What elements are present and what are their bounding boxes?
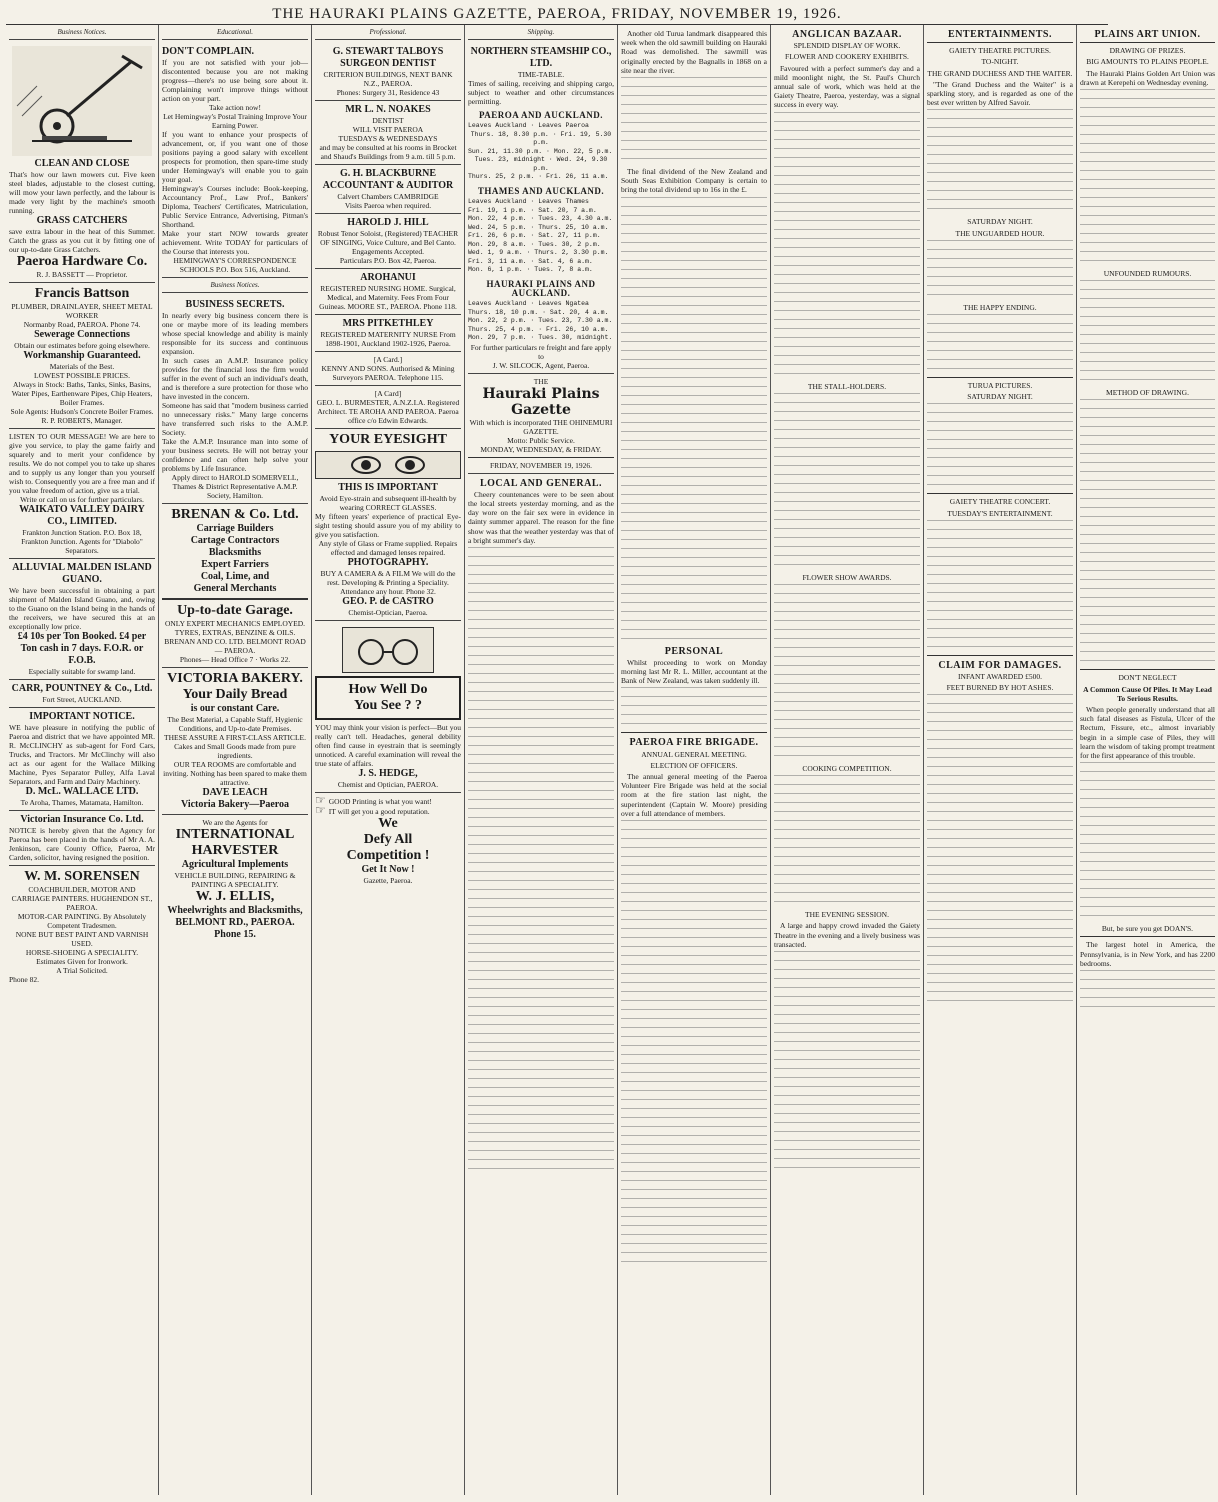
hedge-name: J. S. HEDGE,: [358, 768, 418, 780]
criterion: CRITERION BUILDINGS, NEXT BANK N.Z., PAEROA.: [323, 70, 453, 89]
kenny-text: KENNY AND SONS. Authorised & Mining Surveyors PAEROA. Telephone 115.: [321, 364, 455, 383]
materials: Materials of the Best.: [49, 362, 115, 372]
claim-damages: CLAIM FOR DAMAGES.: [938, 659, 1062, 671]
phone-82: Phone 82.: [9, 975, 39, 985]
annual-meeting: ANNUAL GENERAL MEETING.: [641, 749, 747, 759]
carr-address: Fort Street, AUCKLAND.: [42, 695, 122, 705]
sorensen-ad: [9, 866, 155, 987]
it-will: ☞ IT will get you a good reputation.: [315, 803, 430, 818]
spectacles-icon: [343, 628, 433, 672]
local-text: Cheery countenances were to be seen about the local streets yesterday morning, and as the day wore on the fair sex were in evidence in dainty summer apparel. The reason for the fine show was that the weather yesterday was that of a bright summer's day.: [468, 489, 614, 545]
infant-awarded: INFANT AWARDED £500.: [958, 672, 1042, 682]
column-business-notices: [6, 25, 159, 1495]
article-body-lines: [621, 687, 767, 724]
visits-paeroa: Visits Paeroa when required.: [344, 201, 432, 211]
fire-brigade-heading: PAEROA FIRE BRIGADE.: [629, 737, 759, 749]
flower-show-awards: FLOWER SHOW AWARDS.: [802, 572, 892, 582]
hand-pointer-icon: ☞: [315, 803, 326, 818]
wallace-address: Te Aroha, Thames, Matamata, Hamilton.: [20, 798, 144, 808]
art-text: The Hauraki Plains Golden Art Union was drawn at Kerepehi on Wednesday evening.: [1080, 68, 1215, 87]
these-text: THESE ASSURE A FIRST-CLASS ARTICLE.: [163, 733, 306, 743]
article-body-lines: [468, 547, 614, 1169]
columns: [6, 25, 1215, 1495]
important-text: Avoid Eye-strain and subsequent ill-health by wearing CORRECT GLASSES.: [319, 494, 457, 513]
gazette-sign: Gazette, Paeroa.: [363, 876, 413, 886]
article-body-lines: [1080, 399, 1215, 661]
sewerage-text: Obtain our estimates before going elsewhere.: [14, 341, 150, 351]
pitkethley-ad: [315, 315, 461, 352]
material-text: The Best Material, a Capable Staff, Hygienic Conditions, and Up-to-date Premises.: [167, 715, 303, 734]
grand-duchess: THE GRAND DUCHESS AND THE WAITER.: [927, 68, 1073, 78]
bazaar-text: Favoured with a perfect summer's day and a mild moonlight night, the St. Paul's Church annual sale of work, which was held at the Gaiety Theatre, Paeroa, yesterday, was a signal success in every way.: [774, 63, 920, 110]
mower-text: That's how our lawn mowers cut. Five keen steel blades, adjustable to the closest cutting, will mow your lawn perfectly, and the labour is made very light by the machine's smooth running.: [9, 170, 155, 216]
saturday-night-2: SATURDAY NIGHT.: [967, 392, 1033, 402]
exhibition-text: The final dividend of the New Zealand and South Seas Exhibition Company is certain to bring the total dividend up to 16s in the £.: [621, 167, 767, 195]
article-body-lines: [774, 393, 920, 565]
saturday-night: SATURDAY NIGHT.: [967, 217, 1033, 227]
ellis-address: BELMONT RD., PAEROA.: [175, 917, 295, 929]
column-professional: [312, 25, 465, 1495]
tearooms-text: OUR TEA ROOMS are comfortable and inviting. Nothing has been spared to make them attractive.: [163, 760, 307, 788]
victoria-bakery-ad: [162, 668, 308, 815]
article-body-lines: [774, 775, 920, 902]
article-body-lines: [1080, 280, 1215, 380]
someone-text: Someone has said that "modern business carried no unnecessary risks." Many large concerns have transferred such risks to the A.M.P. Society.: [162, 401, 308, 438]
hardware-proprietor: R. J. BASSETT — Proprietor.: [36, 270, 128, 280]
apply-text: Apply direct to HAROLD SOMERVELL, Thames & District Representative A.M.P. Society, Hamilton.: [171, 473, 299, 501]
farriers: Expert Farriers: [201, 559, 269, 571]
gazette-masthead: [468, 374, 614, 474]
brenan-phones: Phones— Head Office 7 · Works 22.: [179, 655, 291, 665]
burmester-ad: [315, 386, 461, 429]
hill-particulars: Particulars P.O. Box 42, Paeroa.: [339, 256, 437, 266]
hp-times: Leaves Auckland · Leaves Ngatea Thurs. 18, 10 p.m. · Sat. 20, 4 a.m. Mon. 22, 2 p.m. · Tues. 23, 7.30 a.m. Thurs. 25, 4 p.m. · Fri. 26, 10 a.m. Mon. 29, 7 p.m. · Tues. 30, midnight.: [468, 300, 613, 342]
eyesight-heading: YOUR EYESIGHT: [329, 432, 447, 448]
grass-catchers: GRASS CATCHERS: [36, 215, 128, 227]
article-body-lines: [927, 403, 1073, 485]
battson-name: Francis Battson: [34, 286, 130, 302]
harvester: INTERNATIONAL HARVESTER: [175, 827, 295, 859]
grand-text: "The Grand Duchess and the Waiter" is a sparkling story, and is regarded as one of the best ever written by Alfred Savoir.: [927, 79, 1073, 108]
splendid-display: SPLENDID DISPLAY OF WORK.: [793, 41, 901, 51]
unfounded-rumours: UNFOUNDED RUMOURS.: [1103, 269, 1192, 279]
steamship-ad: [468, 43, 614, 373]
guano-text: We have been successful in obtaining a part shipment of Malden Island Guano, and, owing to the Guano on the Island being in the hands of the receivers, we have secured this at an exceptionally low price.: [9, 586, 155, 632]
battson-address: Normanby Road, PAEROA. Phone 74.: [23, 320, 141, 330]
blackburne-ad: [315, 165, 461, 214]
daily-bread: Your Daily Bread: [182, 687, 288, 703]
let-hemingway: Let Hemingway's Postal Training Improve Your Earning Power.: [163, 112, 307, 131]
vehicle-building: VEHICLE BUILDING, REPAIRING & PAINTING A SPECIALITY.: [174, 871, 296, 890]
dont-text: If you are not satisfied with your job—discontented because you are not making progress—there's no use being sore about it. Complaining won't improve things without action on your part.: [162, 58, 308, 104]
timetable: TIME-TABLE.: [517, 70, 565, 80]
gazette-title: Hauraki Plains Gazette: [482, 385, 600, 418]
brenan-name: BRENAN & Co. Ltd.: [171, 507, 299, 523]
general-merchants: General Merchants: [193, 583, 277, 595]
column-shipping: [465, 25, 618, 1495]
column-news-2: [771, 25, 924, 1495]
bread-care: is our constant Care.: [190, 703, 280, 715]
article-body-lines: [927, 694, 1073, 1001]
article-body-lines: [927, 109, 1073, 209]
evening-text: A large and happy crowd invaded the Gaiety Theatre in the evening and a lively business was transacted.: [774, 921, 920, 949]
pitkethley-name: MRS PITKETHLEY: [342, 318, 434, 330]
eye-icon: [351, 456, 381, 474]
stock-list: Always in Stock: Baths, Tanks, Sinks, Basins, Water Pipes, Earthenware Pipes, Chip Heaters, Boiler Frames.: [11, 380, 153, 408]
sewerage-heading: Sewerage Connections: [34, 329, 130, 341]
masthead: THE HAURAKI PLAINS GAZETTE, PAEROA, FRIDAY, NOVEMBER 19, 1926.: [6, 4, 1108, 25]
battson-ad: [9, 283, 155, 429]
motto: Motto: Public Service.: [507, 435, 575, 445]
my-eye-illustration: [342, 627, 434, 673]
listen-text: LISTEN TO OUR MESSAGE! We are here to give you service, to play the game fairly and squarely and to merit your confidence by results. We do not compel you to take up shares and to supply us any longer than you yourself wish to. Consequently you are a free man and if you value freedom of action, give us a trial.: [9, 432, 155, 496]
article-body-lines: [621, 197, 767, 639]
doans: But, be sure you get DOAN'S.: [1101, 924, 1194, 934]
pa-times: Leaves Auckland · Leaves Paeroa Thurs. 18, 8.30 p.m. · Fri. 19, 5.30 p.m. Sun. 21, 11.30 p.m. · Mon. 22, 5 p.m. Tues. 23, midnight · Wed. 24, 9.30 p.m. Thurs. 25, 2 p.m. · Fri. 26, 11 a.m.: [468, 122, 613, 181]
column-entertainments: [924, 25, 1077, 1495]
lowest-prices: LOWEST POSSIBLE PRICES.: [34, 371, 130, 381]
arohanui-name: AROHANUI: [360, 272, 416, 284]
timetable-note: Times of sailing, receiving and shipping cargo, subject to weather and other circumstances permitting.: [468, 79, 614, 107]
noakes-ad: [315, 101, 461, 165]
paeroa-auckland: PAEROA AND AUCKLAND.: [478, 110, 604, 121]
unguarded-hour: THE UNGUARDED HOUR.: [955, 228, 1045, 238]
experience-text: My fifteen years' experience of practical Eye-sight testing should assure you of my ability to give you satisfaction.: [315, 512, 461, 540]
article-body-lines: [927, 314, 1073, 369]
carr-ad: [9, 680, 155, 708]
castro-ad: [315, 429, 461, 621]
implements: Agricultural Implements: [181, 859, 289, 871]
carr-name: CARR, POUNTNEY & Co., Ltd.: [11, 683, 153, 695]
guano-swamp: Especially suitable for swamp land.: [28, 667, 136, 677]
victorian-heading: Victorian Insurance Co. Ltd.: [20, 814, 144, 826]
guano-price: £4 10s per Ton Booked. £4 per Ton cash in 7 days. F.O.R. or F.O.B.: [17, 631, 147, 667]
estimates-ironwork: Estimates Given for Ironwork.: [36, 957, 128, 967]
personal-text: Whilst proceeding to work on Monday morning last Mr R. L. Miller, accountant at the Bank of New Zealand, was taken suddenly ill.: [621, 657, 767, 686]
gaiety-pictures: GAIETY THEATRE PICTURES.: [949, 46, 1051, 56]
date: FRIDAY, NOVEMBER 19, 1926.: [489, 460, 593, 470]
calvert: Calvert Chambers CAMBRIDGE: [337, 192, 439, 202]
noakes-days: TUESDAYS & WEDNESDAYS: [338, 134, 438, 144]
noakes-name: MR L. N. NOAKES: [345, 104, 431, 116]
mower-caption: CLEAN AND CLOSE: [34, 158, 130, 170]
important-notice-ad: [9, 708, 155, 811]
workmanship: Workmanship Guaranteed.: [23, 350, 141, 362]
take-amp-text: Take the A.M.P. Insurance man into some of your business secrets. He will not betray your confidence and can often help solve your problems by Life Insurance.: [162, 437, 308, 474]
stall-holders: THE STALL-HOLDERS.: [807, 381, 887, 391]
northern-name: NORTHERN STEAMSHIP CO., LTD.: [470, 46, 612, 70]
noakes-consulted: and may be consulted at his rooms in Brocket and Shaud's Buildings from 9 a.m. till 5 p.m.: [319, 143, 457, 162]
frankton-text: Frankton Junction Station. P.O. Box 18, Frankton Junction. Agents for "Diabolo" Separators.: [21, 528, 143, 556]
such-text: In such cases an A.M.P. Insurance policy provides for the financial loss the firm would suffer in the event of such an individual's death, and is therefore a sure protection for those who have invested in the concern.: [162, 356, 308, 402]
fire-text: The annual general meeting of the Paeroa Volunteer Fire Brigade was held at the social room at the fire station last night, the superintendent (Captain W. Moore) presiding over a full attendance of members.: [621, 772, 767, 818]
further: For further particulars re freight and fare apply to: [470, 342, 612, 361]
card-label-2: [A Card]: [374, 389, 402, 399]
article-body-lines: [774, 112, 920, 374]
art-union-heading: PLAINS ART UNION.: [1094, 29, 1201, 40]
style-text: Any style of Glass or Frame supplied. Repairs effected and damaged lenses repaired.: [318, 539, 458, 558]
want-text: If you want to enhance your prospects of advancement, or, if you want one of those positions paying a good salary with excellent prospects for promotion, then spare-time study under Hemingway's will enable you to gain your goal.: [162, 130, 308, 185]
eyes-illustration: [315, 451, 461, 479]
silcock: J. W. SILCOCK, Agent, Paeroa.: [492, 360, 590, 370]
horse-shoeing: HORSE-SHOEING A SPECIALITY.: [25, 948, 139, 958]
arohanui-text: REGISTERED NURSING HOME. Surgical, Medical, and Maternity. Fees From Four Guineas. MOORE ST., PAEROA. Phone 118.: [319, 284, 457, 312]
agents-for: We are the Agents for: [202, 818, 268, 828]
column-news-1: [618, 25, 771, 1495]
hand-pointer-icon: ☞: [315, 793, 326, 808]
card-label: [A Card.]: [373, 355, 403, 365]
incorporated: With which is incorporated THE OHINEMURI GAZETTE.: [469, 417, 613, 436]
gaiety-concert: GAIETY THEATRE CONCERT.: [949, 497, 1051, 507]
article-body-lines: [1080, 89, 1215, 261]
good-printing: ☞ GOOD Printing is what you want!: [315, 793, 432, 808]
mechanics: ONLY EXPERT MECHANICS EMPLOYED.: [164, 619, 306, 629]
article-body-lines: [1080, 762, 1215, 916]
arohanui-ad: [315, 269, 461, 315]
victoria-bakery-sign: Victoria Bakery—Paeroa: [180, 799, 290, 811]
defy: Defy All: [363, 832, 413, 848]
kodak-text: BUY A CAMERA & A FILM We will do the rest. Developing & Printing a Speciality. Attendance any hour. Phone 32.: [320, 569, 456, 597]
anglican-heading: ANGLICAN BAZAAR.: [792, 29, 902, 40]
hauraki-auckland: HAURAKI PLAINS AND AUCKLAND.: [486, 278, 596, 298]
largest-hotel: The largest hotel in America, the Pennsylvania, is in New York, and has 2200 bedrooms.: [1080, 940, 1215, 968]
election-officers: ELECTION OF OFFICERS.: [650, 760, 738, 770]
piles-heading: A Common Cause Of Piles. It May Lead To Serious Results.: [1083, 684, 1212, 703]
talboys-name: G. STEWART TALBOYS SURGEON DENTIST: [332, 46, 444, 70]
guano-heading: ALLUVIAL MALDEN ISLAND GUANO.: [12, 562, 152, 586]
tonight: TO-NIGHT.: [981, 57, 1019, 67]
turua-text: Another old Turua landmark disappeared this week when the old sawmill building on Hauraki Road was demolished. The sawmill was originally erected by the Bagnalls in 1868 on a site near the river.: [621, 29, 767, 75]
business-secrets: BUSINESS SECRETS.: [185, 299, 285, 311]
column-educational: [159, 25, 312, 1495]
business-text: In nearly every big business concern there is one or maybe more of its leading members whose special knowledge and ability is mainly responsible for its success and continuous expansion.: [162, 311, 308, 357]
drawing-prizes: DRAWING OF PRIZES.: [1109, 46, 1186, 56]
write-text: Write or call on us for further particulars.: [20, 495, 144, 505]
ellis-phone: Phone 15.: [214, 929, 256, 941]
dont-neglect: DON'T NEGLECT: [1118, 673, 1177, 683]
blacksmiths: Blacksmiths: [208, 547, 262, 559]
hill-ad: [315, 214, 461, 269]
tyres: TYRES, EXTRAS, BENZINE & OILS.: [174, 628, 296, 638]
local-general: LOCAL AND GENERAL.: [479, 477, 603, 489]
sorensen-name: W. M. SORENSEN: [24, 869, 140, 885]
hardware-name: Paeroa Hardware Co.: [16, 254, 148, 270]
feet-burned: FEET BURNED BY HOT ASHES.: [946, 683, 1054, 693]
ellis-ad: [162, 815, 308, 944]
column-subheading: Business Notices.: [162, 278, 308, 293]
take-action: Take action now!: [209, 103, 261, 113]
important-heading: IMPORTANT NOTICE.: [29, 711, 135, 723]
we: We: [378, 816, 398, 832]
tuesday-entertainment: TUESDAY'S ENTERTAINMENT.: [947, 508, 1053, 518]
cakes-text: Cakes and Small Goods made from pure ingredients.: [174, 742, 296, 761]
hardware-ad: [9, 43, 155, 283]
garage: Up-to-date Garage.: [177, 603, 293, 619]
kenny-ad: [315, 352, 461, 386]
blackburne-name: G. H. BLACKBURNE ACCOUNTANT & AUDITOR: [322, 168, 454, 192]
personal-heading: PERSONAL: [664, 645, 724, 657]
important-text: WE have pleasure in notifying the public of Paeroa and district that we have appointed MR. R. McCLINCHY as sub-agent for Ford Cars, Trucks, and Tractors. Mr McClinchy will also act as our agent for the Wallace Milking Machine, Pyes Separator Pulley, Alfa Laval Separators, and Farm and Dairy Machinery.: [9, 723, 155, 787]
turua-pictures: TURUA PICTURES.: [967, 381, 1033, 391]
eye-icon: [395, 456, 425, 474]
important-heading: THIS IS IMPORTANT: [338, 482, 438, 494]
article-body-lines: [1080, 970, 1215, 1007]
hill-tenor: Robust Tenor Soloist, (Registered) TEACHER OF SINGING, Voice Culture, and Bel Canto. Engagements Accepted.: [317, 229, 459, 257]
waikato-dairy-ad: [9, 429, 155, 559]
the: THE: [533, 376, 549, 386]
carriage: Carriage Builders: [196, 523, 274, 535]
piles-text: When people generally understand that all such fatal diseases as Fistula, Ulcer of the Rectum, Fissure, etc., almost invariably begin in a simple case of Piles, they will learn the wisdom of taking prompt treatment for the first appearance of this trouble.: [1080, 705, 1215, 761]
thames-auckland: THAMES AND AUCKLAND.: [477, 185, 605, 196]
competition: Competition !: [346, 848, 430, 864]
sorensen-trade: COACHBUILDER, MOTOR AND CARRIAGE PAINTERS. HUGHENDON ST., PAEROA.: [11, 885, 153, 913]
amp-ad: [162, 296, 308, 504]
coal: Coal, Lime, and: [200, 571, 270, 583]
grass-text: save extra labour in the heat of this Summer. Catch the grass as you cut it by fitting one of our up-to-date Grass Catchers.: [9, 227, 155, 255]
brenan-address: BRENAN AND CO. LTD. BELMONT ROAD — PAEROA.: [164, 637, 306, 656]
get-it-now: Get It Now !: [361, 864, 415, 876]
ellis-name: W. J. ELLIS,: [195, 889, 275, 905]
hedge-ad: [315, 621, 461, 793]
motorcar-painting: MOTOR-CAR PAINTING. By Absolutely Competent Tradesmen.: [17, 912, 147, 931]
article-body-lines: [774, 584, 920, 756]
hemingway-ad: [162, 43, 308, 278]
dave-leach: DAVE LEACH: [202, 787, 268, 799]
cooking-competition: COOKING COMPETITION.: [802, 764, 892, 774]
column-heading: Shipping.: [468, 25, 614, 40]
gazette-printing-ad: [315, 793, 461, 888]
happy-ending: THE HAPPY ENDING.: [963, 302, 1037, 312]
wallace-name: D. McL. WALLACE LTD.: [25, 786, 139, 798]
article-body-lines: [774, 951, 920, 1168]
wheelwrights: Wheelwrights and Blacksmiths,: [167, 905, 303, 917]
victoria-heading: VICTORIA BAKERY.: [167, 671, 303, 687]
evening-session: THE EVENING SESSION.: [805, 910, 889, 920]
hedge-title: Chemist and Optician, PAEROA.: [337, 780, 439, 790]
talboys-ad: [315, 43, 461, 101]
brenan-ad: [162, 504, 308, 668]
flower-exhibits: FLOWER AND COOKERY EXHIBITS.: [785, 52, 909, 62]
article-body-lines: [927, 520, 1073, 647]
none-but-best: NONE BUT BEST PAINT AND VARNISH USED.: [15, 930, 149, 949]
days: MONDAY, WEDNESDAY, & FRIDAY.: [480, 444, 602, 454]
column-heading: Educational.: [162, 25, 308, 40]
castro-title: Chemist-Optician, Paeroa.: [348, 608, 428, 618]
method-drawing: METHOD OF DRAWING.: [1106, 388, 1189, 398]
manager: R. P. ROBERTS, Manager.: [41, 416, 123, 426]
noakes-visit: WILL VISIT PAEROA: [352, 125, 424, 135]
guano-ad: [9, 559, 155, 680]
burmester-text: GEO. L. BURMESTER, A.N.Z.I.A. Registered Architect. TE AROHA AND PAEROA. Paeroa office c/o Edwin Edwards.: [316, 398, 460, 426]
howwell-text: YOU may think your vision is perfect—But you really can't tell. Headaches, general debility often find cause in eyestrain that is seemingly unnoticed. A careful examination will reveal the true state of affairs.: [315, 723, 461, 769]
entertainments-heading: ENTERTAINMENTS.: [948, 29, 1052, 40]
column-heading: Business Notices.: [9, 25, 155, 40]
column-art-union: [1077, 25, 1218, 1495]
cartage: Cartage Contractors: [190, 535, 280, 547]
article-body-lines: [621, 820, 767, 1262]
sole-agents: Sole Agents: Hudson's Concrete Boiler Frames.: [10, 407, 154, 417]
battson-trade: PLUMBER, DRAINLAYER, SHEET METAL WORKER: [11, 302, 153, 321]
dont-complain: DON'T COMPLAIN.: [162, 46, 255, 58]
trial-solicited: A Trial Solicited.: [56, 966, 108, 976]
big-amounts: BIG AMOUNTS TO PLAINS PEOPLE.: [1086, 57, 1209, 67]
noakes-dentist: DENTIST: [372, 116, 404, 126]
talboys-phone: Phones: Surgery 31, Residence 43: [336, 88, 440, 98]
victorian-insurance-ad: [9, 811, 155, 866]
how-well: How Well Do: [348, 682, 428, 698]
waikato-name: WAIKATO VALLEY DAIRY CO., LIMITED.: [19, 504, 145, 528]
victorian-text: NOTICE is hereby given that the Agency for Paeroa has been placed in the hands of Mr A. A. Jenkinson, care County Office, Paeroa, Mr Carden, solicitor, having resigned the position.: [9, 826, 155, 863]
pitkethley-text: REGISTERED MATERNITY NURSE From 1898-1901, Auckland 1902-1926, Paeroa.: [320, 330, 456, 349]
you-see: You See ? ?: [353, 698, 423, 714]
castro-name: GEO. P. de CASTRO: [342, 596, 434, 608]
courses-text: Hemingway's Courses include: Book-keeping, Accountancy Prof., Law Prof., Bankers' Diploma, Teachers' Certificates, Matriculation, Public Service Entrance, Advertising, Pitman's Shorthand.: [162, 184, 308, 230]
lawn-mower-illustration: [12, 46, 152, 156]
make-text: Make your start NOW towards greater achievement. Write TODAY for particulars of the Course that interests you.: [162, 229, 308, 257]
hill-name: HAROLD J. HILL: [347, 217, 429, 229]
column-heading: Professional.: [315, 25, 461, 40]
article-body-lines: [927, 240, 1073, 295]
article-body-lines: [621, 77, 767, 159]
hemingway-address: HEMINGWAY'S CORRESPONDENCE SCHOOLS P.O. Box 516, Auckland.: [173, 256, 297, 275]
ta-times: Leaves Auckland · Leaves Thames Fri. 19, 1 p.m. · Sat. 20, 7 a.m. Mon. 22, 4 p.m. · Tues. 23, 4.30 a.m. Wed. 24, 5 p.m. · Thurs. 25, 10 a.m. Fri. 26, 6 p.m. · Sat. 27, 11 p.m. Mon. 29, 8 a.m. · Tues. 30, 2 p.m. Wed. 1, 9 a.m. · Thurs. 2, 3.30 p.m. Fri. 3, 11 a.m. · Sat. 4, 6 a.m. Mon. 6, 1 p.m. · Tues. 7, 8 a.m.: [468, 198, 613, 274]
photography: PHOTOGRAPHY.: [347, 557, 429, 569]
